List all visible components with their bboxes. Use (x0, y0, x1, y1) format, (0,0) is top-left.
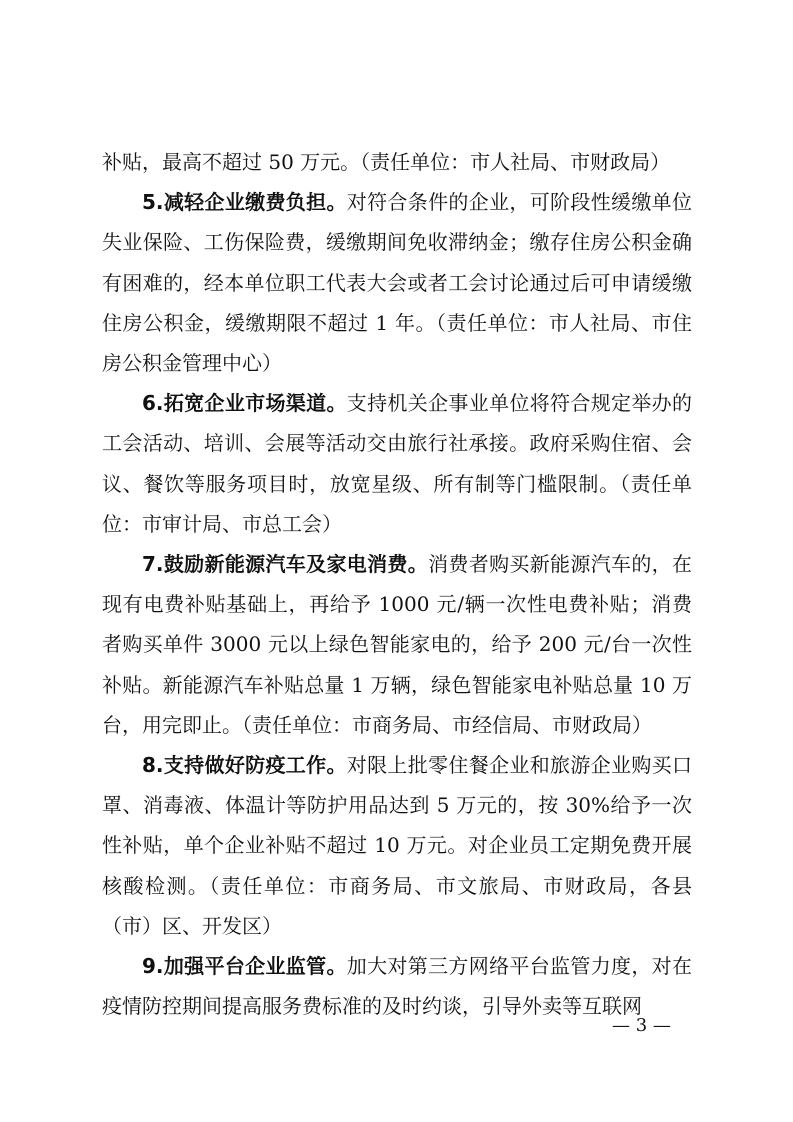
paragraph-heading: 5.减轻企业缴费负担。 (142, 190, 347, 215)
paragraph-text: 补贴，最高不超过 50 万元。（责任单位：市人社局、市财政局） (102, 150, 671, 174)
paragraph-text: 对符合条件的企业，可阶段性缓缴单位失业保险、工伤保险费，缓缴期间免收滞纳金；缴存住房公积金确有困难的，经本单位职工代表大会或者工会讨论通过后可申请缓缴住房公积金，缓缴期限不超过 1 年。（责任单位：市人社局、市住房公积金管理中心） (102, 190, 693, 376)
document-body (102, 142, 692, 1026)
paragraph-subsidy-continuation (102, 142, 692, 182)
paragraph-text: 消费者购买新能源汽车的，在现有电费补贴基础上，再给予 1000 元/辆一次性电费补贴；消费者购买单件 3000 元以上绿色智能家电的，给予 200 元/台一次性补贴。新能源汽车补贴总量 1 万辆，绿色智能家电补贴总量 10 万台，用完即止。（责任单位：市商务局、市经信局、市财政局） (102, 552, 693, 737)
paragraph-expand-market-channels (102, 383, 692, 544)
paragraph-heading: 7.鼓励新能源汽车及家电消费。 (142, 552, 429, 577)
paragraph-text: 加大对第三方网络平台监管力度，对在疫情防控期间提高服务费标准的及时约谈，引导外卖等互联网 (102, 954, 693, 1019)
paragraph-platform-supervision (102, 946, 692, 1026)
paragraph-text: 对限上批零住餐企业和旅游企业购买口罩、消毒液、体温计等防护用品达到 5 万元的，按 30%给予一次性补贴，单个企业补贴不超过 10 万元。对企业员工定期免费开展核酸检测。（责任单位：市商务局、市文旅局、市财政局，各县（市）区、开发区） (102, 753, 693, 938)
page-number: — 3 — (612, 1015, 671, 1036)
paragraph-heading: 6.拓宽企业市场渠道。 (142, 391, 347, 416)
paragraph-heading: 9.加强平台企业监管。 (142, 954, 347, 979)
paragraph-heading: 8.支持做好防疫工作。 (142, 753, 347, 778)
paragraph-reduce-payment-burden (102, 182, 692, 383)
paragraph-support-epidemic-prevention (102, 745, 692, 946)
paragraph-encourage-ev-appliance-consumption (102, 544, 692, 745)
paragraph-text: 支持机关企事业单位将符合规定举办的工会活动、培训、会展等活动交由旅行社承接。政府采购住宿、会议、餐饮等服务项目时，放宽星级、所有制等门槛限制。（责任单位：市审计局、市总工会） (102, 391, 693, 536)
